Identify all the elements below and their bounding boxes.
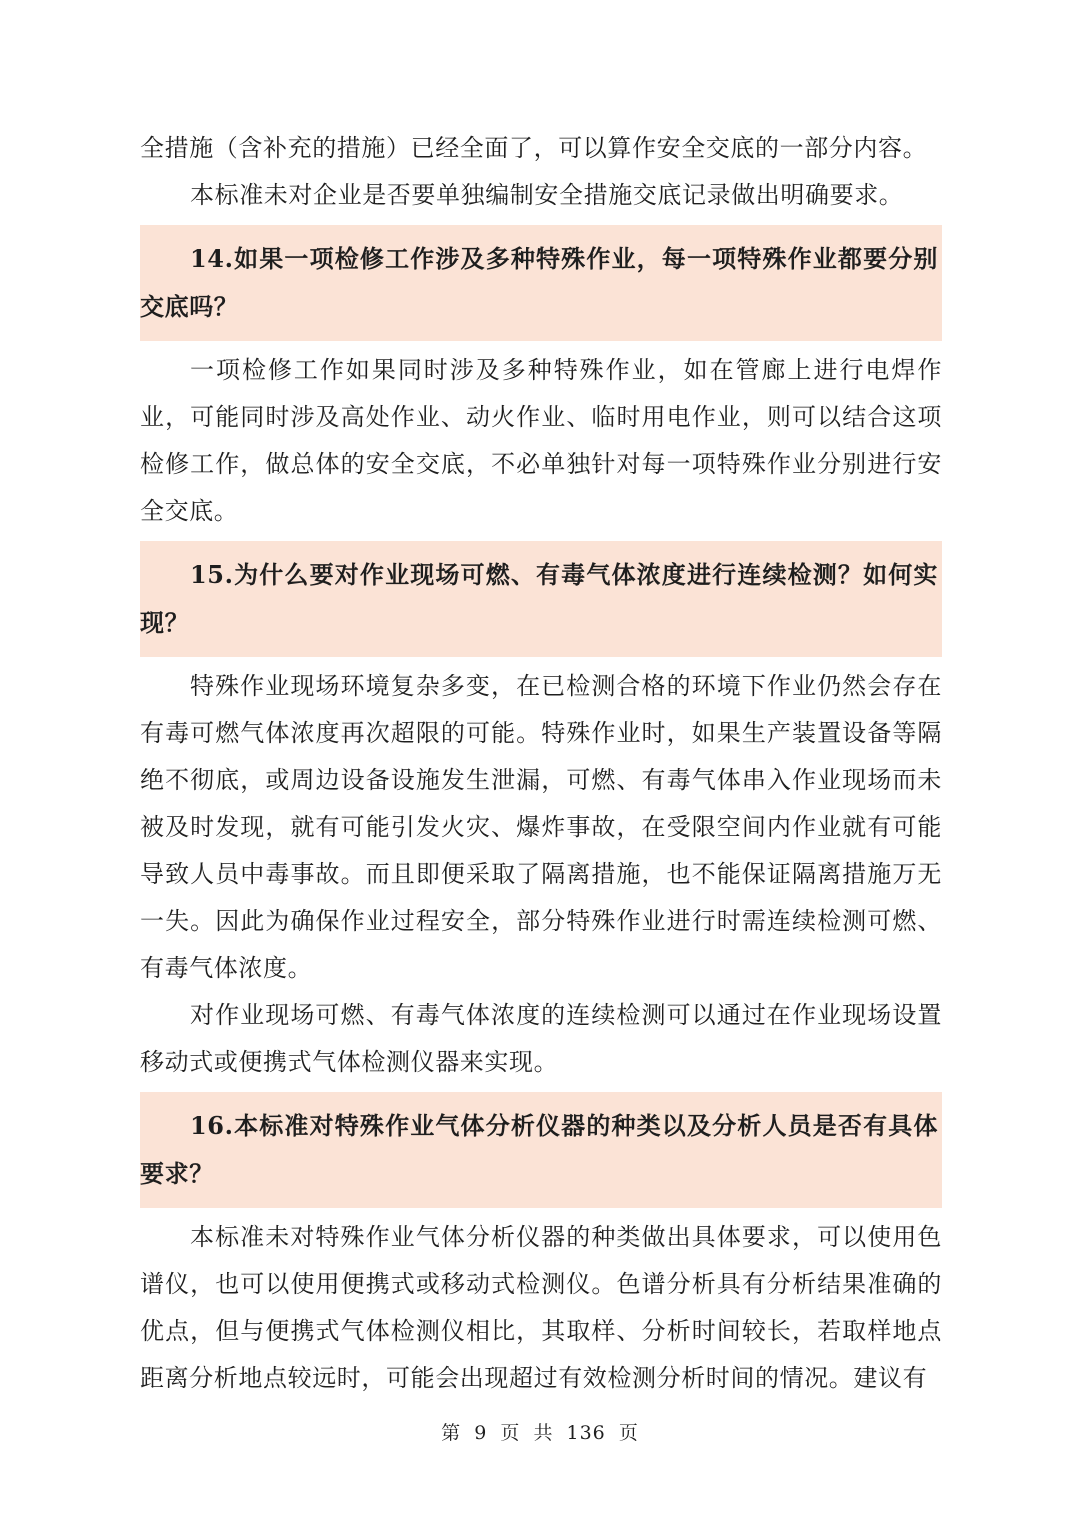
question-14-box [140,225,942,341]
footer-page-number: 9 [474,1422,488,1444]
answer-15-paragraph-1: 特殊作业现场环境复杂多变，在已检测合格的环境下作业仍然会存在有毒可燃气体浓度再次超限的可能。特殊作业时，如果生产装置设备等隔绝不彻底，或周边设备设施发生泄漏，可燃、有毒气体串入作业现场而未被及时发现，就有可能引发火灾、爆炸事故，在受限空间内作业就有可能导致人员中毒事故。而且即便采取了隔离措施，也不能保证隔离措施万无一失。因此为确保作业过程安全，部分特殊作业进行时需连续检测可燃、有毒气体浓度。 [140,672,942,982]
footer-label-di: 第 [441,1422,462,1444]
page-footer [0,1418,1080,1445]
footer-label-ye2: 页 [618,1422,639,1444]
question-15-box [140,541,942,657]
question-16-heading: 16.本标准对特殊作业气体分析仪器的种类以及分析人员是否有具体要求？ [140,1111,938,1188]
answer-14-paragraph: 一项检修工作如果同时涉及多种特殊作业，如在管廊上进行电焊作业，可能同时涉及高处作业、动火作业、临时用电作业，则可以结合这项检修工作，做总体的安全交底，不必单独针对每一项特殊作业分别进行安全交底。 [140,356,942,525]
footer-label-ye: 页 [500,1422,521,1444]
document-page [140,125,942,1402]
footer-label-gong: 共 [533,1422,554,1444]
footer-total-pages: 136 [566,1422,606,1444]
question-16-box [140,1092,942,1208]
paragraph-continuation: 全措施（含补充的措施）已经全面了，可以算作安全交底的一部分内容。 [140,134,928,162]
answer-16-paragraph: 本标准未对特殊作业气体分析仪器的种类做出具体要求，可以使用色谱仪，也可以使用便携式或移动式检测仪。色谱分析具有分析结果准确的优点，但与便携式气体检测仪相比，其取样、分析时间较长，若取样地点距离分析地点较远时，可能会出现超过有效检测分析时间的情况。建议有 [140,1223,942,1392]
question-14-heading: 14.如果一项检修工作涉及多种特殊作业，每一项特殊作业都要分别交底吗？ [140,244,938,321]
paragraph-statement: 本标准未对企业是否要单独编制安全措施交底记录做出明确要求。 [190,181,904,209]
question-15-heading: 15.为什么要对作业现场可燃、有毒气体浓度进行连续检测？如何实现？ [140,560,938,637]
answer-15-paragraph-2: 对作业现场可燃、有毒气体浓度的连续检测可以通过在作业现场设置移动式或便携式气体检测仪器来实现。 [140,1001,942,1076]
